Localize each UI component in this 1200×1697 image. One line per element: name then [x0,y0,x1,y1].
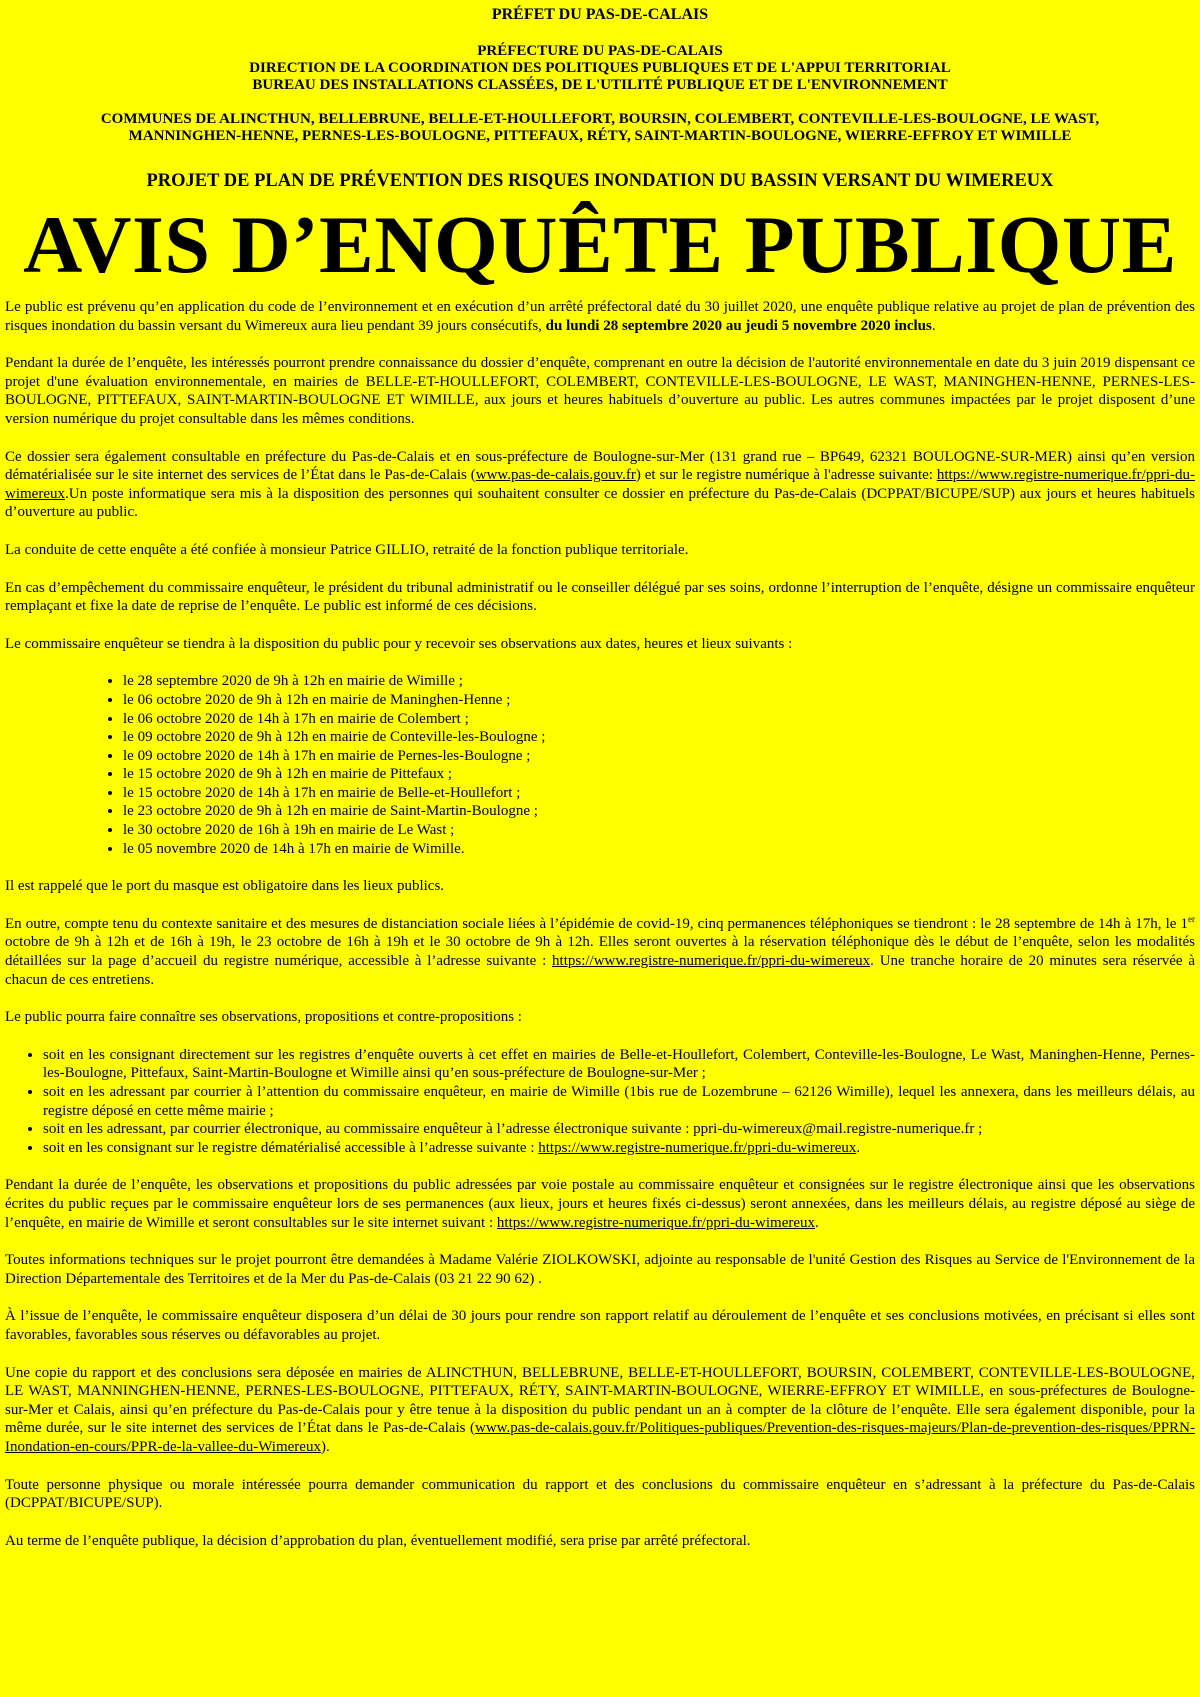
communes-line-1: COMMUNES DE ALINCTHUN, BELLEBRUNE, BELLE-ET-HOULLEFORT, BOURSIN, COLEMBERT, CONTEVILLE-LES-BOULOGNE, LE WAST, [100,111,1100,127]
paragraph-intro [5,298,1195,335]
paragraph-observations-intro: Le public pourra faire connaître ses observations, propositions et contre-propositions : [5,1009,522,1026]
communes-line-2: MANNINGHEN-HENNE, PERNES-LES-BOULOGNE, PITTEFAUX, RÉTY, SAINT-MARTIN-BOULOGNE, WIERRE-EFFROY ET WIMILLE [128,128,1072,144]
annex-text-b: . [815,1214,819,1231]
list-item: • le 09 octobre 2020 de 14h à 17h en mairie de Pernes-les-Boulogne ; [123,747,1195,766]
prefecture-website-link[interactable]: www.pas-de-calais.gouv.fr [475,467,636,484]
paragraph-mask: Il est rappelé que le port du masque est obligatoire dans les lieux publics. [5,878,445,895]
bureau-line: BUREAU DES INSTALLATIONS CLASSÉES, DE L'UTILITÉ PUBLIQUE ET DE L'ENVIRONNEMENT [252,77,948,93]
registre-numerique-link[interactable]: https://www.registre-numerique.fr/ppri-du-wimereux [5,467,1195,502]
annex-text-a: Pendant la durée de l’enquête, les observations et propositions du public adressées par voie postale au commissaire enquêteur et consignées sur le registre électronique ainsi que les observations écrites du public reçues par le commissaire enquêteur lors de ses permanences (aux lieux, jours et heures fixés ci-dessus) seront annexées, dans les meilleurs délais, au registre déposé au siège de l’enquête, en mairie de Wimille et seront consultables sur le site internet suivant : [5,1177,1195,1231]
ordinal-sup: er [1188,913,1195,924]
list-item: • le 23 octobre 2020 de 9h à 12h en mairie de Saint-Martin-Boulogne ; [123,802,1195,821]
copy-text-a: Une copie du rapport et des conclusions sera déposée en mairies de ALINCTHUN, BELLEBRUNE, BELLE-ET-HOULLEFORT, BOURSIN, COLEMBERT, CONTEVILLE-LES-BOULOGNE, LE WAST, MANNINGHEN-HENNE, PERNES-LES-BOULOGNE, PITTEFAUX, RÉTY, SAINT-MARTIN-BOULOGNE, WIERRE-EFFROY ET WIMILLE, en sous-préfectures de Boulogne-sur-Mer et Calais, ainsi qu’en préfecture du Pas-de-Calais pour y être tenue à la disposition du public pendant un an à compter de la clôture de l’enquête. Elle sera également disponible, pour la même durée, sur le site internet des services de l’État dans le Pas-de-Calais ( [5,1364,1195,1437]
paragraph-permanences-intro: Le commissaire enquêteur se tiendra à la disposition du public pour y recevoir ses observations aux dates, heures et lieux suivants : [5,635,793,652]
list-item: • le 30 octobre 2020 de 16h à 19h en mairie de Le Wast ; [123,821,1195,840]
intro-text: Le public est prévenu qu’en application du code de l’environnement et en exécution d’un arrêté préfectoral daté du 30 juillet 2020, une enquête publique relative au projet de plan de prévention des risques inondation du bassin versant du Wimereux aura lieu pendant 39 jours consécutifs, [5,299,1195,334]
paragraph-consultation: Pendant la durée de l’enquête, les intéressés pourront prendre connaissance du dossier d’enquête, comprenant en outre la décision de l'autorité environnementale en date du 3 juin 2019 dispensant ce projet d'une évaluation environnementale, en mairies de BELLE-ET-HOULLEFORT, COLEMBERT, CONTEVILLE-LES-BOULOGNE, LE WAST, MANINGHEN-HENNE, PERNES-LES-BOULOGNE, PITTEFAUX, SAINT-MARTIN-BOULOGNE ET WIMILLE, aux jours et heures habituels d’ouverture au public. Les autres communes impactées par le projet disposent d’une version numérique du projet consultable dans les mêmes conditions. [5,355,1195,427]
list-item: • soit en les consignant directement sur les registres d’enquête ouverts à cet effet en mairies de Belle-et-Houllefort, Colembert, Conteville-les-Boulogne, Le Wast, Maninghen-Henne, Pernes-les-Boulogne, Pittefaux, Saint-Martin-Boulogne et Wimille ainsi qu’en sous-préfecture de Boulogne-sur-Mer ; [43,1046,1195,1083]
means-text-a: soit en les consignant sur le registre dématérialisé accessible à l’adresse suivante : [43,1139,539,1156]
intro-end: . [931,317,936,334]
copy-text-b: ). [320,1438,330,1455]
administration-block [5,43,1195,94]
list-item: • le 09 octobre 2020 de 9h à 12h en mairie de Conteville-les-Boulogne ; [123,728,1195,747]
prefet-heading: PRÉFET DU PAS-DE-CALAIS [491,6,709,23]
list-item [43,1139,1195,1158]
permanences-list [5,672,1195,858]
prefecture-line: PRÉFECTURE DU PAS-DE-CALAIS [477,43,723,59]
communes-block [5,111,1195,145]
list-item: • le 06 octobre 2020 de 9h à 12h en mairie de Maninghen-Henne ; [123,691,1195,710]
online-text-c: .Un poste informatique sera mis à la disposition des personnes qui souhaitent consulter ce dossier en préfecture du Pas-de-Calais (DCPPAT/BICUPE/SUP) aux jours et heures habituels d’ouverture au public. [5,485,1195,521]
registre-numerique-link[interactable]: https://www.registre-numerique.fr/ppri-du-wimereux [496,1214,816,1231]
paragraph-telephone [5,915,1195,989]
paragraph-report-copy [5,1364,1195,1457]
paragraph-annexation [5,1176,1195,1232]
paragraph-technical-contact: Toutes informations techniques sur le projet pourront être demandées à Madame Valérie ZIOLKOWSKI, adjointe au responsable de l'unité Gestion des Risques au Service de l'Environnement de la Direction Départementale des Territoires et de la Mer du Pas-de-Calais (03 21 22 90 62) . [5,1252,1195,1287]
list-item: • soit en les adressant, par courrier électronique, au commissaire enquêteur à l’adresse électronique suivante : ppri-du-wimereux@mail.registre-numerique.fr ; [43,1120,1195,1139]
list-item: • le 06 octobre 2020 de 14h à 17h en mairie de Colembert ; [123,710,1195,729]
list-item: • le 15 octobre 2020 de 9h à 12h en mairie de Pittefaux ; [123,765,1195,784]
paragraph-report-delay: À l’issue de l’enquête, le commissaire enquêteur disposera d’un délai de 30 jours pour rendre son rapport relatif au déroulement de l’enquête et ses conclusions motivées, en précisant si elles sont favorables, favorables sous réserves ou défavorables au projet. [5,1308,1195,1343]
means-text-b: . [856,1139,861,1156]
observation-means-list [5,1046,1195,1158]
list-item: • le 05 novembre 2020 de 14h à 17h en mairie de Wimille. [123,840,1195,859]
online-text-a: Ce dossier sera également consultable en préfecture du Pas-de-Calais et en sous-préfecture de Boulogne-sur-Mer (131 grand rue – BP649, 62321 BOULOGNE-SUR-MER) ainsi qu’en version dématérialisée sur le site internet des services de l’État dans le Pas-de-Calais ( [5,448,1195,484]
pprn-page-link[interactable]: www.pas-de-calais.gouv.fr/Politiques-publiques/Prevention-des-risques-majeurs/Plan-de-prevention-des-risques/PPRN-Inondation-en-cours/PPR-de-la-vallee-du-Wimereux [5,1420,1195,1455]
paragraph-decision: Au terme de l’enquête publique, la décision d’approbation du plan, éventuellement modifié, sera prise par arrêté préfectoral. [5,1532,751,1549]
list-item: • le 28 septembre 2020 de 9h à 12h en mairie de Wimille ; [123,672,1195,691]
list-item: • soit en les adressant par courrier à l’attention du commissaire enquêteur, en mairie de Wimille (1bis rue de Lozembrune – 62126 Wimille), lequel les annexera, dans les meilleurs délais, au registre déposé en cette même mairie ; [43,1083,1195,1120]
paragraph-communication: Toute personne physique ou morale intéressée pourra demander communication du rapport et des conclusions du commissaire enquêteur en s’adressant à la préfecture du Pas-de-Calais (DCPPAT/BICUPE/SUP). [5,1476,1195,1512]
list-item: • le 15 octobre 2020 de 14h à 17h en mairie de Belle-et-Houllefort ; [123,784,1195,803]
direction-line: DIRECTION DE LA COORDINATION DES POLITIQUES PUBLIQUES ET DE L'APPUI TERRITORIAL [249,60,951,76]
online-text-b: ) et sur le registre numérique à l'adresse suivante: [635,467,937,484]
phone-text-c: . Une tranche horaire de 20 minutes sera réservée à chacun de ces entretiens. [5,953,1195,988]
project-heading: PROJET DE PLAN DE PRÉVENTION DES RISQUES INONDATION DU BASSIN VERSANT DU WIMEREUX [146,171,1054,191]
registre-numerique-link[interactable]: https://www.registre-numerique.fr/ppri-du-wimereux [538,1139,857,1156]
registre-numerique-link[interactable]: https://www.registre-numerique.fr/ppri-du-wimereux [552,953,871,970]
inquiry-dates: du lundi 28 septembre 2020 au jeudi 5 novembre 2020 inclus [545,317,932,334]
notice-title: AVIS D’ENQUÊTE PUBLIQUE [23,199,1177,290]
phone-text-b: octobre de 9h à 12h et de 16h à 19h, le 23 octobre de 16h à 19h et le 30 octobre de 9h à 12h. Elles seront ouvertes à la réservation téléphonique dès le début de l’enquête, selon les modalités détaillées sur la page d’accueil du registre numérique, accessible à l’adresse suivante : [5,934,1195,970]
phone-text-a: En outre, compte tenu du contexte sanitaire et des mesures de distanciation sociale liées à l’épidémie de covid-19, cinq permanences téléphoniques se tiendront : le 28 septembre de 14h à 17h, le 1 [5,915,1188,932]
paragraph-online-dossier [5,448,1195,522]
paragraph-commissioner: La conduite de cette enquête a été confiée à monsieur Patrice GILLIO, retraité de la fonction publique territoriale. [5,541,689,558]
paragraph-impediment: En cas d’empêchement du commissaire enquêteur, le président du tribunal administratif ou le conseiller délégué par ses soins, ordonne l’interruption de l’enquête, désigne un commissaire enquêteur remplaçant et fixe la date de reprise de l’enquête. Le public est informé de ces décisions. [5,579,1195,615]
